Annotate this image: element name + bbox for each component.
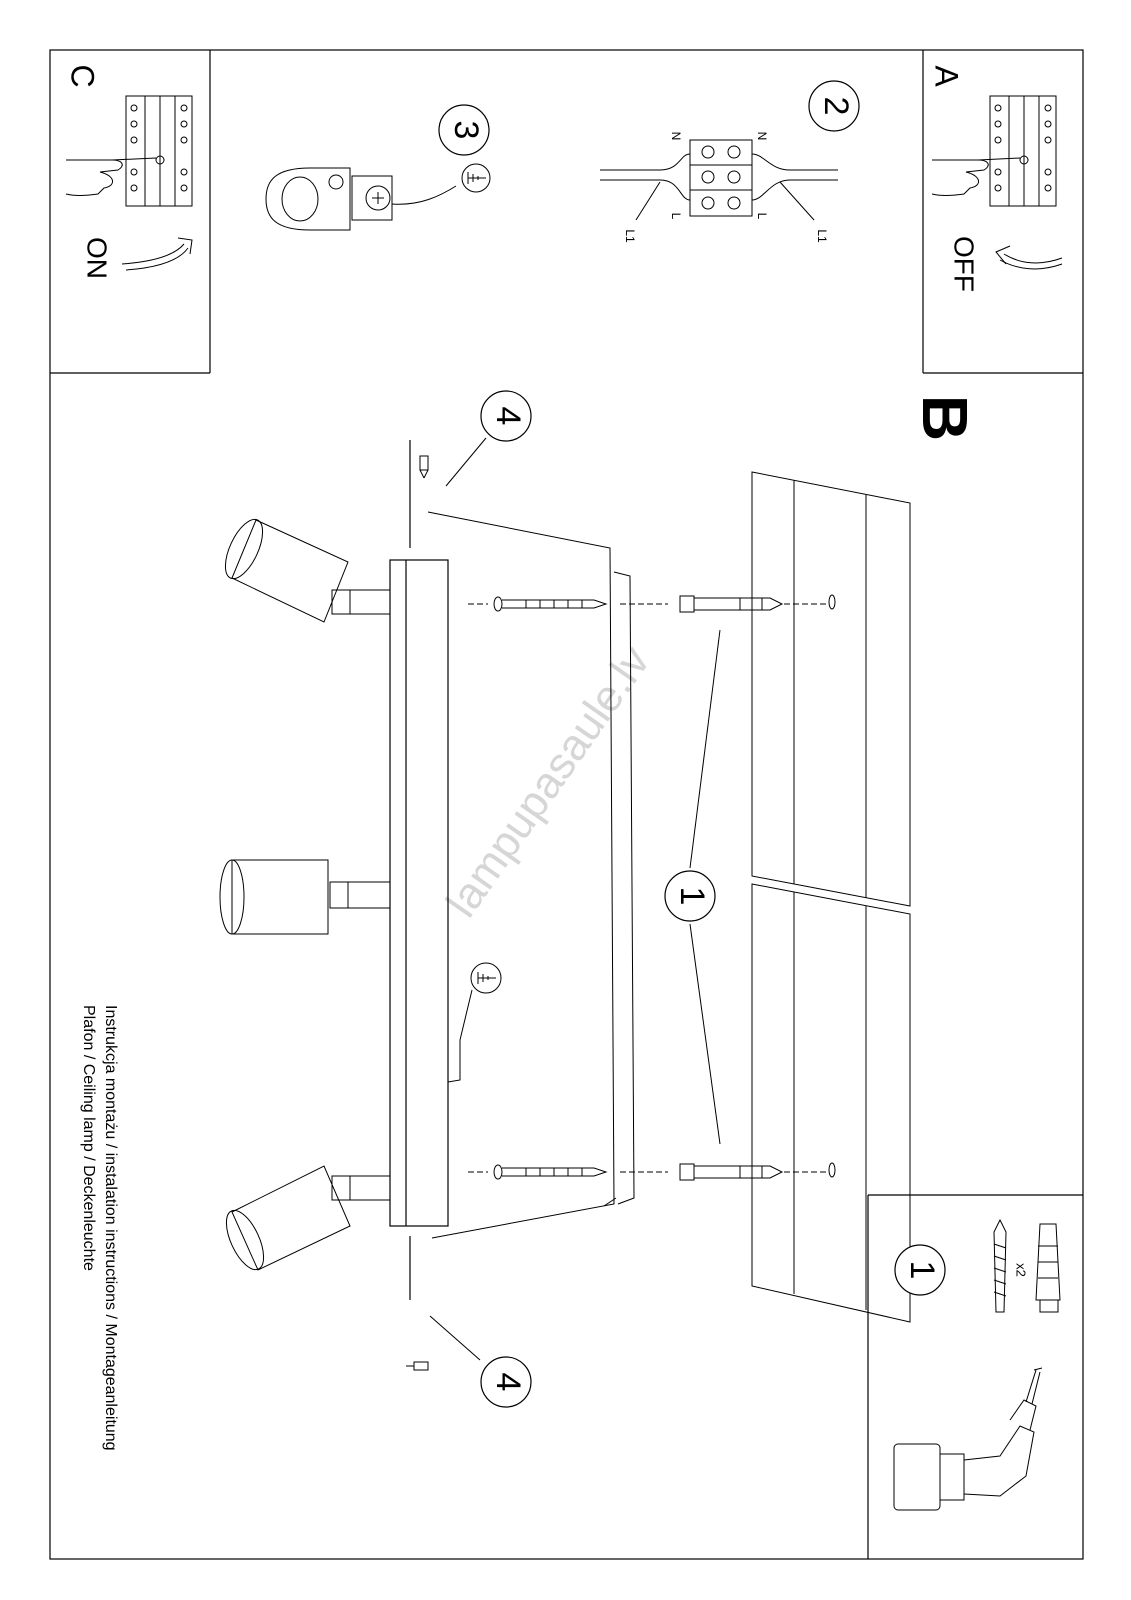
label-n-right: N [755, 131, 769, 141]
caption-line-2: Plafon / Ceiling lamp / Deckenleuchte [80, 1005, 97, 1271]
dowel-top [680, 596, 828, 612]
label-n-left: N [669, 131, 683, 141]
panel-c-letter: C [64, 64, 101, 88]
hand-a-icon [932, 158, 1020, 196]
step-1-parts-badge [895, 1245, 945, 1295]
label-l-left: L [669, 212, 683, 220]
svg-text:4: 4 [489, 1372, 528, 1392]
panel-a [929, 65, 1062, 292]
hand-c-icon [66, 158, 156, 196]
parts-screw-icon [994, 1220, 1006, 1312]
dowel-bottom [680, 1164, 828, 1180]
step-3-badge [439, 105, 489, 155]
set-screw-bottom [406, 1316, 480, 1370]
lamp-bar [390, 440, 448, 1300]
watermark: lampupasaule.lv [436, 637, 660, 926]
panel-b-letter: B [909, 394, 982, 442]
breaker-a-icon [990, 96, 1056, 206]
panel-c-state: ON [81, 237, 113, 279]
page-frame [50, 50, 1083, 1559]
label-l1-left: L1 [623, 229, 637, 243]
svg-text:2: 2 [817, 96, 856, 116]
screw-bottom [468, 1165, 668, 1179]
step-4-bottom-badge [481, 1357, 531, 1407]
terminal-block [690, 140, 752, 216]
set-screw-top [420, 438, 486, 486]
svg-text:4: 4 [489, 406, 528, 426]
wiring-diagram [600, 81, 859, 243]
svg-text:1: 1 [673, 886, 712, 906]
caption-line-1: Instrukcja montażu / instalation instructions / Montageanleitung [102, 1005, 119, 1451]
label-l-right: L [755, 212, 769, 220]
spotlight-top [218, 514, 390, 622]
ground-symbol-top-icon [462, 164, 490, 192]
screw-top [468, 597, 668, 611]
parts-panel [894, 1220, 1060, 1510]
ceiling-holes [829, 595, 835, 1177]
step-1-badge [665, 630, 720, 1144]
panel-a-letter: A [928, 65, 965, 87]
label-l1-right: L1 [815, 229, 829, 243]
panel-a-state: OFF [948, 236, 980, 292]
arrow-a-icon [996, 246, 1062, 269]
ground-symbol-bar-icon [448, 963, 501, 1082]
breaker-c-icon [126, 96, 192, 206]
step-4-top-badge [481, 391, 531, 441]
svg-text:1: 1 [903, 1260, 942, 1280]
parts-dowel-icon [1036, 1224, 1060, 1312]
earth-terminal-diagram [266, 105, 490, 230]
panel-c [65, 64, 192, 279]
spotlight-bottom [219, 1166, 390, 1275]
drill-icon [894, 1368, 1042, 1510]
step-2-badge [809, 81, 859, 131]
svg-text:3: 3 [447, 120, 486, 140]
spotlight-middle [220, 860, 390, 934]
parts-quantity: x2 [1013, 1263, 1029, 1277]
arrow-c-icon [122, 238, 192, 270]
